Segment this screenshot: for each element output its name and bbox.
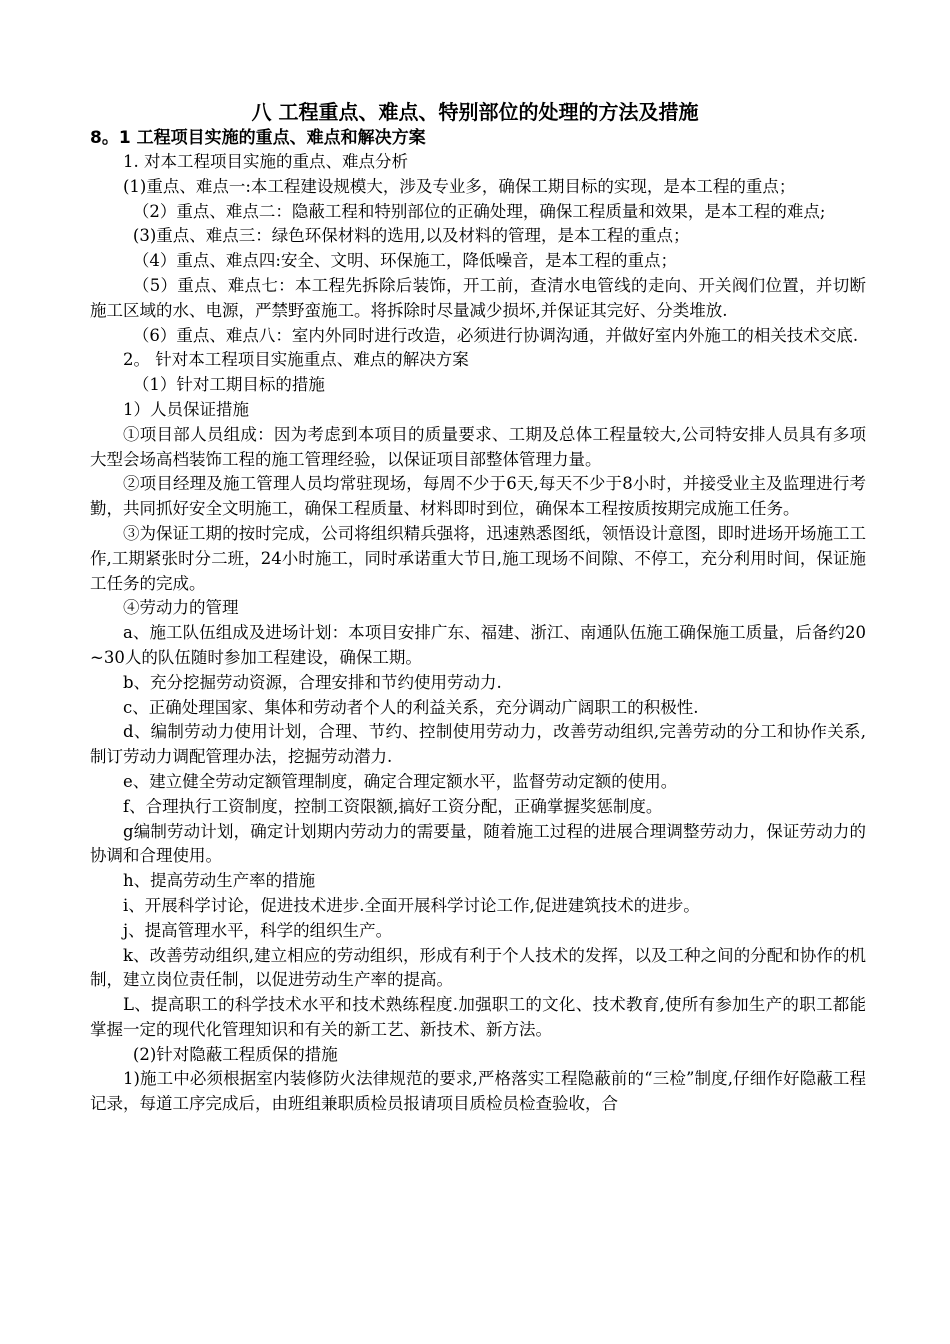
paragraph: b、充分挖掘劳动资源，合理安排和节约使用劳动力. <box>123 672 502 692</box>
paragraph: (1)重点、难点一:本工程建设规模大，涉及专业多，确保工期目标的实现，是本工程的重点； <box>123 176 796 196</box>
section-heading: 8。1 工程项目实施的重点、难点和解决方案 <box>90 128 426 148</box>
document-title: 八 工程重点、难点、特别部位的处理的方法及措施 <box>251 100 699 124</box>
paragraph: L、提高职工的科学技术水平和技术熟练程度.加强职工的文化、技术教育,使所有参加生产的职工都能掌握一定的现代化管理知识和有关的新工艺、新技术、新方法。 <box>90 995 866 1039</box>
paragraph: ③为保证工期的按时完成，公司将组织精兵强将，迅速熟悉图纸，领悟设计意图，即时进场开场施工工作,工期紧张时分二班，24小时施工，同时承诺重大节日,施工现场不间隙、不停工，充分利用时间，保证施工任务的完成。 <box>90 523 866 593</box>
paragraph: 1)施工中必须根据室内装修防火法律规范的要求,严格落实工程隐蔽前的“三检”制度,仔细作好隐蔽工程记录，每道工序完成后，由班组兼职质检员报请项目质检员检查验收，合 <box>90 1069 866 1114</box>
paragraph: （2）重点、难点二：隐蔽工程和特别部位的正确处理，确保工程质量和效果，是本工程的难点; <box>132 201 826 221</box>
paragraph: h、提高劳动生产率的措施 <box>123 871 316 891</box>
paragraph: ①项目部人员组成：因为考虑到本项目的质量要求、工期及总体工程量较大,公司特安排人员具有多项大型会场高档装饰工程的施工管理经验，以保证项目部整体管理力量。 <box>90 424 866 469</box>
paragraph: （1）针对工期目标的措施 <box>132 375 325 395</box>
paragraph: d、编制劳动力使用计划，合理、节约、控制使用劳动力，改善劳动组织,完善劳动的分工和协作关系,制订劳动力调配管理办法，挖掘劳动潜力. <box>90 722 866 767</box>
paragraph: e、建立健全劳动定额管理制度，确定合理定额水平，监督劳动定额的使用。 <box>123 771 678 791</box>
paragraph: g编制劳动计划，确定计划期内劳动力的需要量，随着施工过程的进展合理调整劳动力，保证劳动力的协调和合理使用。 <box>90 821 866 866</box>
paragraph: （4）重点、难点四:安全、文明、环保施工，降低噪音，是本工程的重点； <box>132 251 677 271</box>
paragraph: (2)针对隐蔽工程质保的措施 <box>132 1044 338 1064</box>
paragraph: 1）人员保证措施 <box>123 399 249 419</box>
paragraph: ②项目经理及施工管理人员均常驻现场，每周不少于6天,每天不少于8小时，并接受业主及监理进行考勤，共同抓好安全文明施工，确保工程质量、材料即时到位，确保本工程按质按期完成施工任务。 <box>90 474 866 519</box>
paragraph: c、正确处理国家、集体和劳动者个人的利益关系，充分调动广阔职工的积极性. <box>123 697 699 717</box>
paragraph: 1. 对本工程项目实施的重点、难点分析 <box>123 152 408 171</box>
paragraph: j、提高管理水平，科学的组织生产。 <box>123 920 393 940</box>
paragraph: i、开展科学讨论，促进技术进步.全面开展科学讨论工作,促进建筑技术的进步。 <box>123 895 700 915</box>
paragraph: a、施工队伍组成及进场计划：本项目安排广东、福建、浙江、南通队伍施工确保施工质量，后备约20~30人的队伍随时参加工程建设，确保工期。 <box>90 623 866 667</box>
paragraph: f、合理执行工资制度，控制工资限额,搞好工资分配，正确掌握奖惩制度。 <box>123 796 663 816</box>
paragraph: k、改善劳动组织,建立相应的劳动组织，形成有利于个人技术的发挥，以及工种之间的分配和协作的机制，建立岗位责任制，以促进劳动生产率的提高。 <box>90 945 866 990</box>
document-body <box>90 150 866 1117</box>
paragraph: 2。 针对本工程项目实施重点、难点的解决方案 <box>123 350 469 370</box>
paragraph: （5）重点、难点七：本工程先拆除后装饰，开工前，查清水电管线的走向、开关阀们位置，并切断施工区域的水、电源，严禁野蛮施工。将拆除时尽量减少损坏,并保证其完好、分类堆放. <box>90 275 866 320</box>
paragraph: （6）重点、难点八：室内外同时进行改造，必须进行协调沟通，并做好室内外施工的相关技术交底. <box>132 325 859 345</box>
paragraph: (3)重点、难点三：绿色环保材料的选用,以及材料的管理，是本工程的重点； <box>132 226 690 246</box>
paragraph: ④劳动力的管理 <box>123 598 239 618</box>
